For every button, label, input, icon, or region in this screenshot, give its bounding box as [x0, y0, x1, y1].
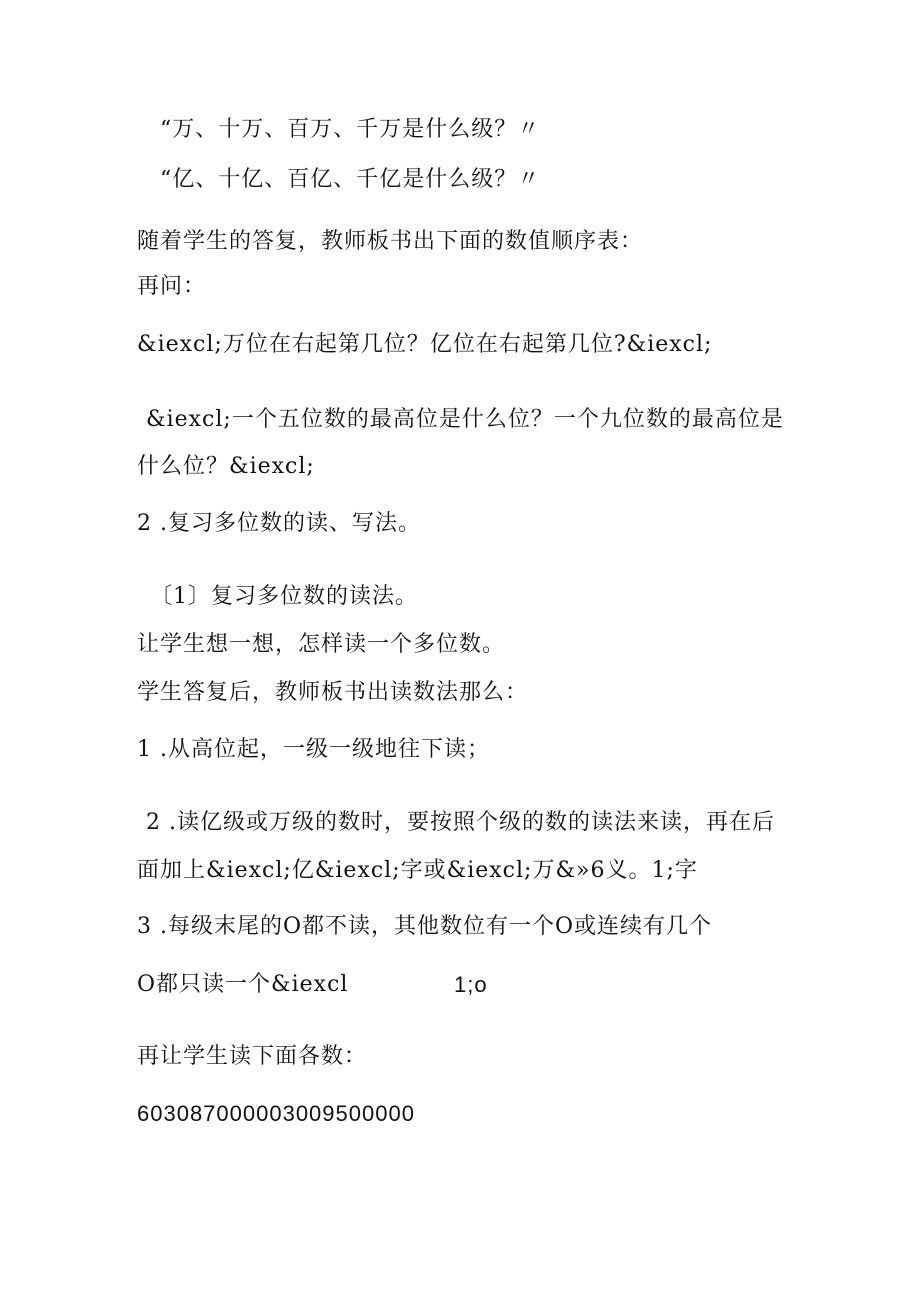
number-sequence: 603087000003009500000: [137, 1101, 415, 1126]
rule-2-line1: 2 .读亿级或万级的数时，要按照个级的数的读法来读，再在后: [146, 810, 775, 835]
question-highest-digit-line2: 什么位？&iexcl;: [137, 454, 315, 479]
rule-3-line1: 3 .每级末尾的O都不读，其他数位有一个O或连续有几个: [137, 914, 713, 939]
rule-1: 1 .从高位起，一级一级地往下读；: [137, 737, 490, 762]
subheading-review-reading: 〔1〕复习多位数的读法。: [150, 584, 418, 609]
question-yi-level: “亿、十亿、百亿、千亿是什么级？〃: [160, 167, 541, 192]
paragraph-read-numbers: 再让学生读下面各数：: [137, 1044, 368, 1069]
paragraph-teacher-board: 随着学生的答复，教师板书出下面的数值顺序表：: [137, 229, 644, 254]
question-wan-level: “万、十万、百万、千万是什么级？〃: [160, 117, 541, 142]
question-highest-digit-line1: &iexcl;一个五位数的最高位是什么位？一个九位数的最高位是: [146, 407, 784, 432]
paragraph-rules-intro: 学生答复后，教师板书出读数法那么：: [137, 680, 529, 705]
question-position: &iexcl;万位在右起第几位？亿位在右起第几位?&iexcl;: [137, 332, 713, 357]
rule-3-line2: O都只读一个&iexcl: [137, 972, 349, 997]
heading-review-read-write: 2 .复习多位数的读、写法。: [137, 511, 421, 536]
rule-3-fragment: 1;o: [454, 972, 488, 997]
paragraph-ask-again: 再问：: [137, 274, 207, 299]
rule-2-line2: 面加上&iexcl;亿&iexcl;字或&iexcl;万&»6义。1;字: [137, 858, 698, 883]
paragraph-think: 让学生想一想，怎样读一个多位数。: [137, 632, 506, 657]
